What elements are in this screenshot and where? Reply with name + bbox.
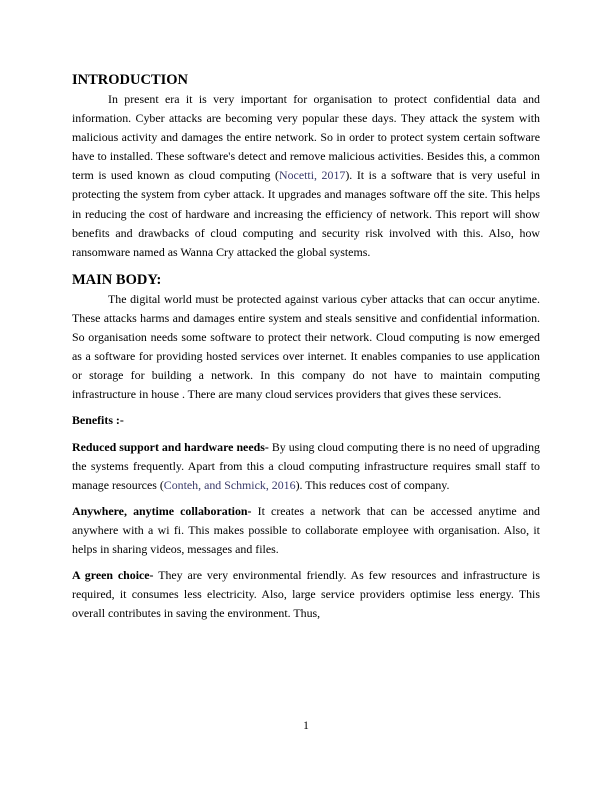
benefit-green-choice-text: They are very environmental friendly. As few resources and infrastructure is required, it consumes less electricity. Also, large service providers optimise less energy. This overall contributes in saving the environment. Thus,	[72, 568, 540, 621]
main-body-heading: MAIN BODY:	[72, 271, 162, 288]
introduction-text-part-2: ). It is a software that is very useful in protecting the system from cyber attack. It upgrades and manages software off the site. This helps in reducing the cost of hardware and increasing the efficiency of network. This report will show benefits and drawbacks of cloud computing and security risk involved with this. Also, how ransomware named as Wanna Cry attacked the global systems.	[72, 168, 540, 259]
benefit-collaboration	[72, 502, 540, 559]
benefit-green-choice	[72, 566, 540, 623]
document-page	[72, 70, 540, 623]
citation-conteh: Conteh, and Schmick, 2016	[163, 477, 296, 492]
benefit-reduced-support-text-part-1: By using cloud computing there is no need of upgrading the systems frequently. Apart from this a cloud computing infrastructure requires small staff to manage resources (	[72, 439, 540, 492]
benefit-collaboration-text: It creates a network that can be accessed anytime and anywhere with a wi fi. This makes possible to collaborate employee with organisation. Also, it helps in sharing videos, messages and files.	[72, 503, 540, 556]
benefits-label: Benefits :-	[72, 413, 124, 428]
page-number: 1	[303, 720, 309, 732]
benefit-collaboration-title: Anywhere, anytime collaboration-	[72, 503, 252, 518]
main-body-paragraph: The digital world must be protected against various cyber attacks that can occur anytime. These attacks harms and damages entire system and steals sensitive and confidential information. So organisation needs some software to protect their network. Cloud computing is now emerged as a software for providing hosted services over internet. It enables companies to use application or storage for building a network. In this company do not have to maintain computing infrastructure in house . There are many cloud services providers that gives these services.	[72, 291, 540, 402]
benefit-reduced-support-text-part-2: ). This reduces cost of company.	[295, 477, 450, 492]
citation-nocetti: Nocetti, 2017	[279, 168, 346, 183]
benefit-reduced-support-title: Reduced support and hardware needs-	[72, 439, 269, 454]
benefit-green-choice-title: A green choice-	[72, 568, 154, 583]
benefit-reduced-support	[72, 438, 540, 495]
introduction-paragraph	[72, 90, 540, 262]
introduction-text-part-1: In present era it is very important for organisation to protect confidential data and information. Cyber attacks are becoming very popular these days. They attack the system with malicious activity and damages the entire network. So in order to protect system certain software have to installed. These software's detect and remove malicious activities. Besides this, a common term is used known as cloud computing (	[72, 92, 540, 183]
introduction-heading: INTRODUCTION	[72, 72, 189, 88]
